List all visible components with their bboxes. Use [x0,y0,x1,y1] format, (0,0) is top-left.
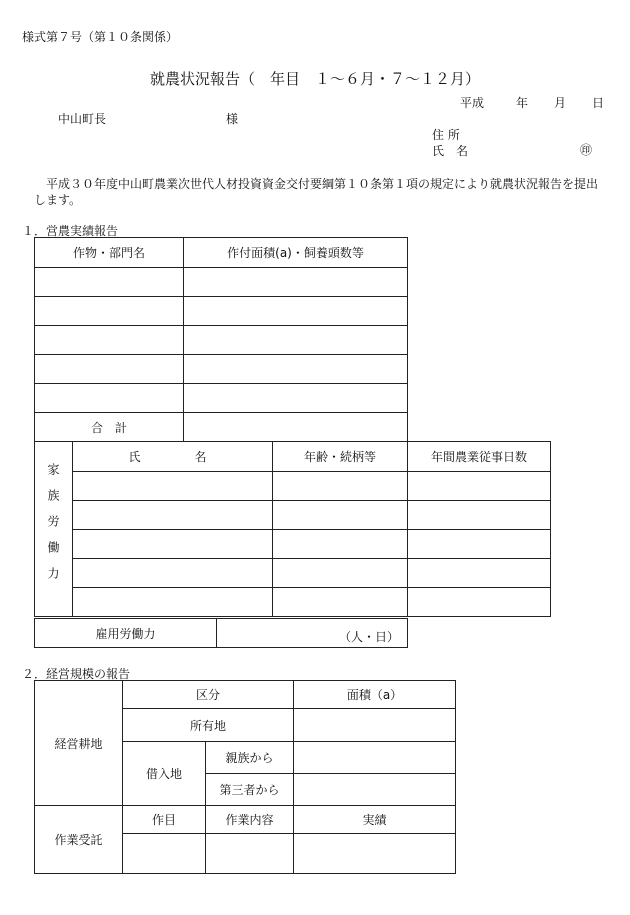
area-cell[interactable] [184,384,408,413]
from-third-area-cell[interactable] [294,774,456,806]
age-cell[interactable] [273,501,408,530]
date-year: 年 [516,96,529,110]
days-cell[interactable] [408,559,551,588]
col-days: 年間農業従事日数 [408,442,551,472]
section2-heading: ２．経営規模の報告 [22,667,131,681]
days-cell[interactable] [408,472,551,501]
from-third-label: 第三者から [206,774,294,806]
work-cell[interactable] [206,834,294,874]
crop-cell[interactable] [35,297,184,326]
from-family-label: 親族から [206,742,294,774]
area-cell[interactable] [184,355,408,384]
col-category: 区分 [123,681,294,709]
hired-labor-unit: （人・日） [338,630,399,644]
addressee-honorific: 様 [226,112,239,126]
name-cell[interactable] [73,588,273,617]
farmland-label: 経営耕地 [35,681,123,806]
col-work: 作業内容 [206,806,294,834]
name-cell[interactable] [73,472,273,501]
family-labor-label: 家族労働力 [35,442,73,617]
farm-scale-table [34,680,456,874]
days-cell[interactable] [408,588,551,617]
age-cell[interactable] [273,588,408,617]
area-cell[interactable] [184,326,408,355]
total-cell[interactable] [184,413,408,442]
date-month: 月 [554,96,567,110]
area-cell[interactable] [184,268,408,297]
crop-table [34,237,408,442]
seal-mark: ㊞ [580,143,593,157]
family-labor-table [34,441,551,617]
section1-heading: １．営農実績報告 [22,224,119,238]
owned-land-label: 所有地 [123,709,294,742]
from-family-area-cell[interactable] [294,742,456,774]
address-label: 住 所 [432,128,460,142]
total-label: 合 計 [35,413,184,442]
col-area-a: 面積（a） [294,681,456,709]
hired-labor-cell[interactable] [217,619,408,648]
item-cell[interactable] [123,834,206,874]
contract-work-label: 作業受託 [35,806,123,874]
age-cell[interactable] [273,472,408,501]
col-crop: 作物・部門名 [35,238,184,268]
days-cell[interactable] [408,530,551,559]
col-item: 作目 [123,806,206,834]
hired-labor-label: 雇用労働力 [35,619,217,648]
crop-cell[interactable] [35,384,184,413]
hired-labor-table [34,618,408,648]
col-name: 氏 名 [73,442,273,472]
page-title: 就農状況報告（ 年目 １～６月・７～１２月） [149,70,480,88]
addressee-name: 中山町長 [58,112,107,126]
age-cell[interactable] [273,559,408,588]
crop-cell[interactable] [35,268,184,297]
date-day: 日 [592,96,605,110]
leased-land-label: 借入地 [123,742,206,806]
col-result: 実績 [294,806,456,834]
name-cell[interactable] [73,501,273,530]
days-cell[interactable] [408,501,551,530]
crop-cell[interactable] [35,355,184,384]
result-cell[interactable] [294,834,456,874]
crop-cell[interactable] [35,326,184,355]
name-cell[interactable] [73,559,273,588]
area-cell[interactable] [184,297,408,326]
name-cell[interactable] [73,530,273,559]
date-era: 平成 [460,96,485,110]
age-cell[interactable] [273,530,408,559]
col-crop-area: 作付面積(a)・飼養頭数等 [184,238,408,268]
col-age: 年齢・続柄等 [273,442,408,472]
owned-area-cell[interactable] [294,709,456,742]
name-label: 氏 名 [432,144,469,158]
form-number: 様式第７号（第１０条関係） [22,30,179,44]
body-text: 平成３０年度中山町農業次世代人材投資資金交付要綱第１０条第１項の規定により就農状況報告を提出します。 [34,177,599,207]
